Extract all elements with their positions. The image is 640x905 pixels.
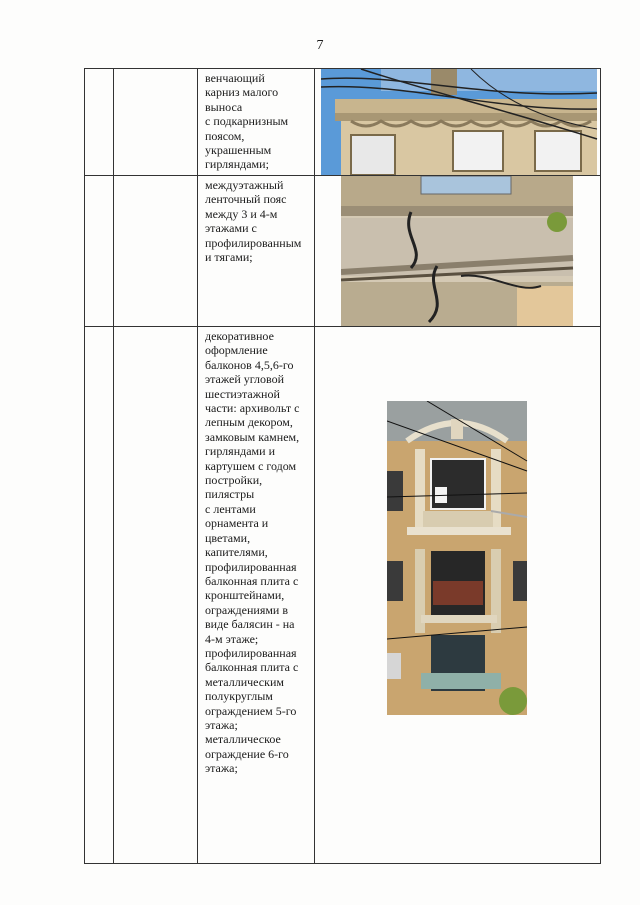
name-cell <box>114 69 198 176</box>
element-description: венчающий карниз малого выноса с подкарнизным поясом, украшенным гирляндами; <box>205 71 289 172</box>
photo-cell <box>315 176 601 327</box>
belt-course-photo <box>341 176 626 326</box>
element-description: декоративное оформление балконов 4,5,6-го этажей угловой шестиэтажной части: архивольт с лепным декором, замковым камнем, гирляндами и картушем с годом постройки, пилястры с лентами орнамента и цветами, капителями, профилированная балконная плита с кронштейнами, ограждениями в виде балясин - на 4-м этаже; профилированная балконная плита с металлическим полукруглым ограждением 5-го этажа; металлическое ограждение 6-го этажа; <box>205 329 300 776</box>
element-description: междуэтажный ленточный пояс между 3 и 4-м этажами с профилированным и тягами; <box>205 178 302 265</box>
table-row <box>85 327 601 864</box>
description-cell <box>198 176 315 327</box>
name-cell <box>114 327 198 864</box>
table-row <box>85 69 601 176</box>
name-cell <box>114 176 198 327</box>
description-cell <box>198 327 315 864</box>
cornice-photo <box>321 69 606 175</box>
photo-cell <box>315 327 601 864</box>
page-number: 7 <box>316 38 324 53</box>
photo-cell <box>315 69 601 176</box>
heritage-elements-table <box>84 68 601 864</box>
index-cell <box>85 69 114 176</box>
index-cell <box>85 327 114 864</box>
index-cell <box>85 176 114 327</box>
table-row <box>85 176 601 327</box>
balcony-photo <box>387 401 640 863</box>
description-cell <box>198 69 315 176</box>
